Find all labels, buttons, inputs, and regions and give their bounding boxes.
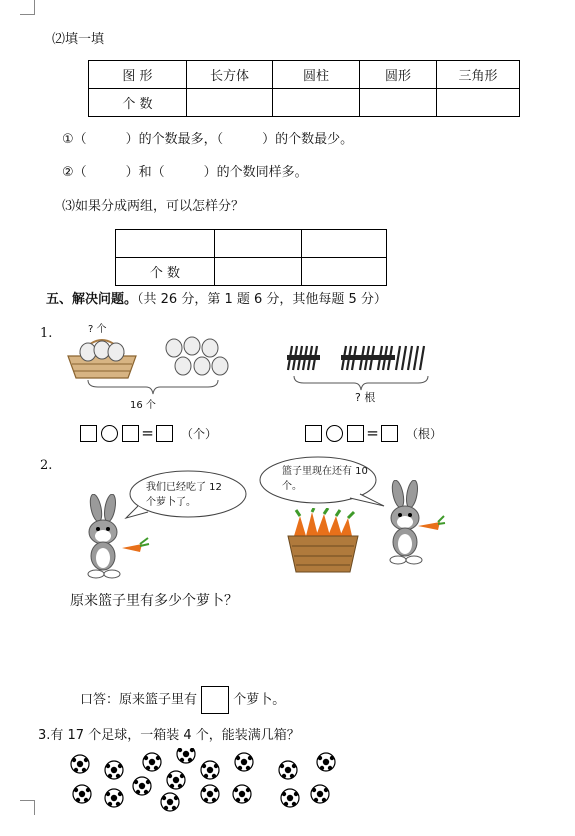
carrot-basket-icon <box>286 508 360 576</box>
answer-box[interactable] <box>122 425 139 442</box>
sticks-question-label: ? 根 <box>355 391 376 404</box>
rabbit-right-icon <box>376 480 446 566</box>
grouping-table <box>115 229 387 286</box>
answer-box[interactable] <box>80 425 97 442</box>
answer-box[interactable] <box>381 425 398 442</box>
problem-number: 2. <box>40 458 53 473</box>
table-header-cell: 三角形 <box>437 61 520 89</box>
table-header-cell: 圆形 <box>360 61 437 89</box>
equals-sign: = <box>141 424 154 442</box>
answer-box[interactable] <box>156 425 173 442</box>
pears-total-label: 16 个 <box>130 400 156 411</box>
equation-unit: （个） <box>181 426 218 441</box>
answer-cell[interactable] <box>273 89 360 117</box>
table-header-cell: 长方体 <box>187 61 273 89</box>
rabbit-left-icon <box>80 494 150 580</box>
operator-circle[interactable] <box>101 425 118 442</box>
table-row-label: 个 数 <box>116 258 215 286</box>
q3-heading: ⑶如果分成两组，可以怎样分？ <box>62 199 245 214</box>
answer-prefix: 口答：原来篮子里有 <box>80 692 198 708</box>
answer-suffix: 个萝卜。 <box>233 692 286 708</box>
answer-box[interactable] <box>305 425 322 442</box>
table-cell[interactable] <box>116 230 215 258</box>
table-cell[interactable] <box>215 230 302 258</box>
section-title <box>46 288 387 307</box>
equation-1 <box>80 424 217 442</box>
answer-cell[interactable] <box>302 258 387 286</box>
corner-mark-top <box>20 0 35 15</box>
table-header-cell: 圆柱 <box>273 61 360 89</box>
q2-line-1: ①（ ）的个数最多，（ ）的个数最少。 <box>62 132 354 147</box>
equation-unit: （根） <box>406 426 443 441</box>
table-header-cell: 图 形 <box>89 61 187 89</box>
table-row-label: 个 数 <box>89 89 187 117</box>
answer-box[interactable] <box>201 686 229 714</box>
speech-text-right: 篮子里现在还有 10 个。 <box>282 466 368 492</box>
q2-line-2: ②（ ）和（ ）的个数同样多。 <box>62 165 308 180</box>
shape-count-table <box>88 60 520 117</box>
q2-heading: ⑵填一填 <box>52 32 105 47</box>
problem-2-question: 原来篮子里有多少个萝卜？ <box>70 593 238 609</box>
equals-sign: = <box>366 424 379 442</box>
answer-cell[interactable] <box>215 258 302 286</box>
problem-number: 1. <box>40 326 53 341</box>
problem-3-question: 3.有 17 个足球，一箱装 4 个，能装满几箱？ <box>38 728 300 743</box>
answer-cell[interactable] <box>360 89 437 117</box>
corner-mark-bottom <box>20 800 35 815</box>
operator-circle[interactable] <box>326 425 343 442</box>
speech-text-left: 我们已经吃了 12 个萝卜了。 <box>146 482 222 508</box>
answer-box[interactable] <box>347 425 364 442</box>
pears-total-brace <box>86 378 220 396</box>
answer-cell[interactable] <box>187 89 273 117</box>
equation-2 <box>305 424 442 442</box>
soccer-balls-illustration <box>66 748 338 814</box>
table-cell[interactable] <box>302 230 387 258</box>
section-note: （共 26 分，第 1 题 6 分，其他每题 5 分） <box>137 292 387 307</box>
oral-answer <box>80 686 285 714</box>
sticks-illustration <box>286 342 436 374</box>
section-title-text: 五、解决问题。 <box>46 292 138 307</box>
pears-question-label: ? 个 <box>88 324 107 335</box>
answer-cell[interactable] <box>437 89 520 117</box>
